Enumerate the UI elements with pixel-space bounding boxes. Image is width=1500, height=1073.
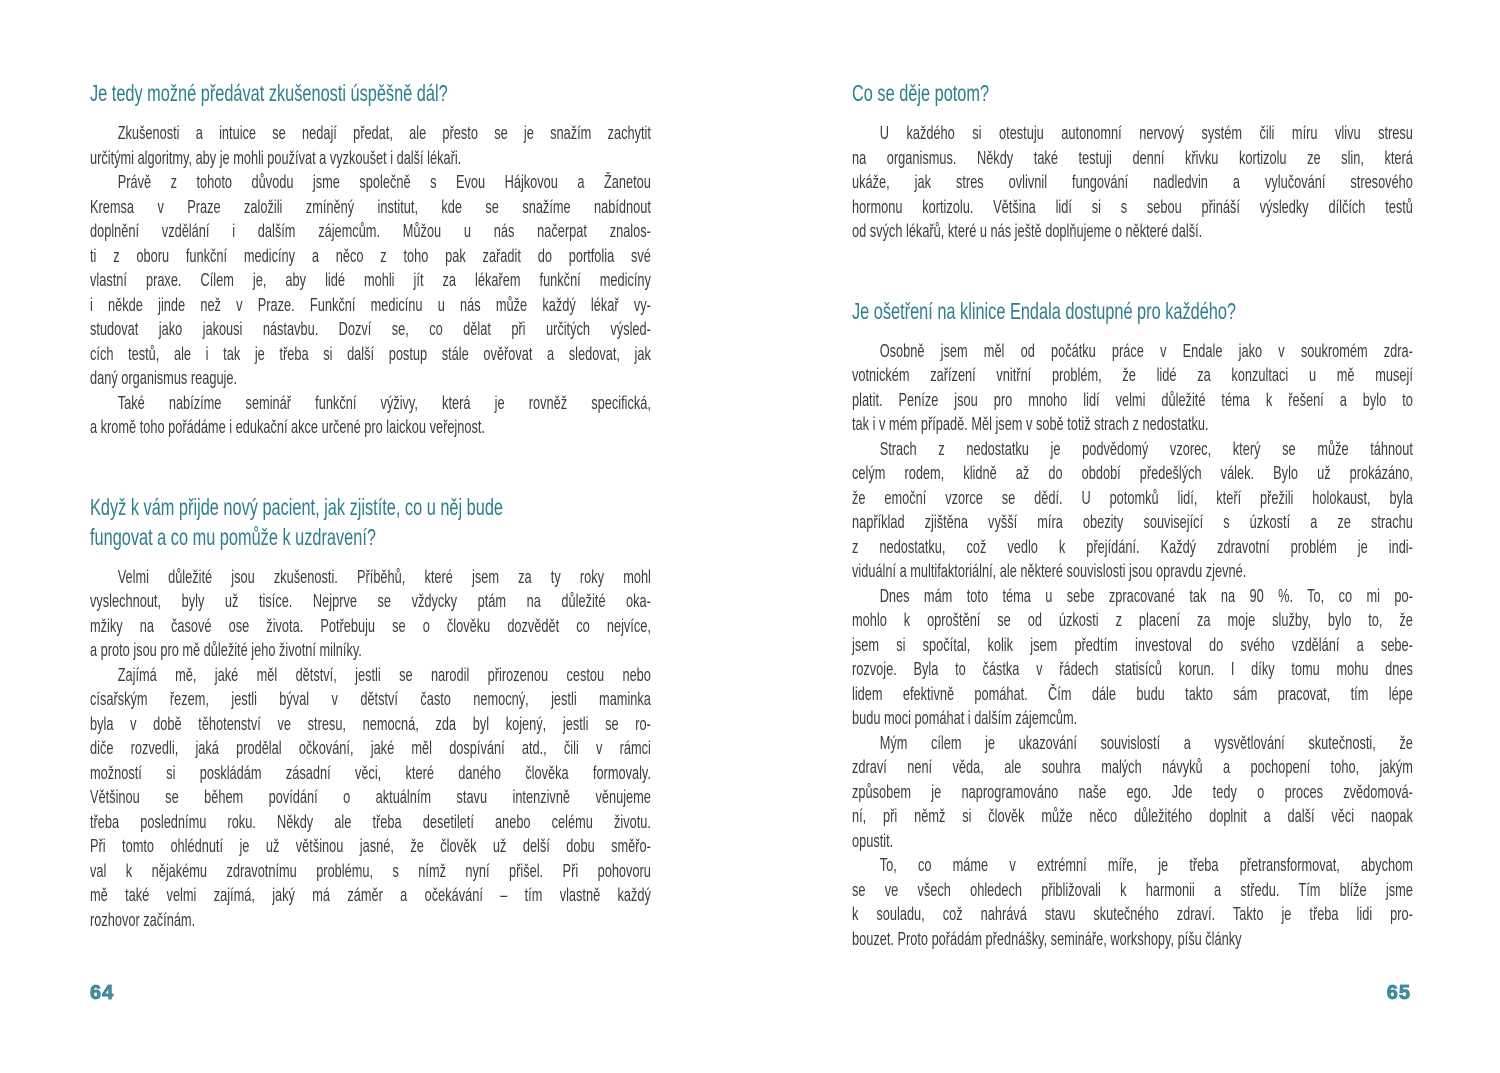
- text-line: bouzet. Proto pořádám přednášky, semináře, workshopy, píšu články: [852, 928, 1242, 949]
- text-line: z nedostatku, což vedlo k přejídání. Každý zdravotní problém je indi-: [852, 536, 1413, 557]
- text-line: byla v době těhotenství ve stresu, nemocná, zda byl kojený, jestli se ro-: [90, 713, 651, 734]
- body-paragraph: [852, 731, 1411, 854]
- section-heading: [852, 78, 1411, 108]
- text-line: tak i v mém případě. Měl jsem v sobě totiž strach z nedostatku.: [852, 414, 1209, 434]
- text-line: studovat jako jakousi nástavbu. Dozví se, co dělat při určitých výsled-: [90, 319, 651, 339]
- text-line: Právě z tohoto důvodu jsme společně s Evou Hájkovou a Žanetou: [117, 172, 651, 192]
- text-line: Velmi důležité jsou zkušenosti. Příběhů, které jsem za ty roky mohl: [117, 566, 651, 587]
- text-line: cích testů, ale i tak je třeba si další postup stále ověřovat a sledovat, jak: [90, 343, 651, 364]
- text-line: vlastní praxe. Cílem je, aby lidé mohli jít za lékařem funkční medicíny: [90, 270, 651, 290]
- text-line: od svých lékařů, které u nás ještě doplňujeme o některé další.: [852, 221, 1203, 241]
- text-line: Dnes mám toto téma u sebe zpracované tak na 90 %. To, co mi po-: [879, 585, 1413, 606]
- text-line: a proto jsou pro mě důležité jeho životní milníky.: [90, 640, 362, 660]
- text-line: U každého si otestuju autonomní nervový systém čili míru vlivu stresu: [879, 123, 1413, 143]
- text-line: že emoční vzorce se dědí. U potomků lidí, kteří přežili holokaust, byla: [852, 487, 1413, 508]
- heading-line: Je ošetření na klinice Endala dostupné pro každého?: [852, 297, 1237, 324]
- body-paragraph: [852, 121, 1411, 244]
- text-line: Zkušenosti a intuice se nedají předat, ale přesto se je snažím zachytit: [117, 123, 651, 143]
- text-line: rozhovor začínám.: [90, 909, 196, 930]
- text-line: Strach z nedostatku je podvědomý vzorec, který se může táhnout: [879, 438, 1413, 459]
- text-line: Osobně jsem měl od počátku práce v Endale jako v soukromém zdra-: [879, 340, 1413, 361]
- text-line: Také nabízíme seminář funkční výživy, která je rovněž specifická,: [117, 392, 651, 413]
- text-line: platit. Peníze jsou pro mnoho lidí velmi důležité téma k řešení a bylo to: [852, 389, 1413, 410]
- text-line: možností si poskládám zásadní věci, které daného člověka formovaly.: [90, 762, 651, 783]
- text-line: se ve všech ohledech přibližovali k harmonii a středu. Tím blíže jsme: [852, 879, 1413, 900]
- text-line: například zjištěna vyšší míra obezity související s úzkostí a ze strachu: [852, 512, 1413, 532]
- text-line: lidem efektivně pomáhat. Čím dále budu takto sám pracovat, tím lépe: [852, 683, 1413, 704]
- page-number-right: 65: [1386, 982, 1411, 1004]
- text-line: způsobem je naprogramováno naše ego. Jde tedy o proces zvědomová-: [852, 781, 1413, 802]
- text-line: budu moci pomáhat i dalším zájemcům.: [852, 708, 1078, 728]
- body-paragraph: [90, 121, 651, 170]
- body-paragraph: [90, 391, 651, 440]
- text-line: zdraví není věda, ale souhra malých návyků a pochopení toho, jakým: [852, 757, 1413, 777]
- text-line: Kremsa v Praze založili zmíněný institut, kde se snažíme nabídnout: [90, 196, 651, 217]
- text-line: k souladu, což nahrává stavu skutečného zdraví. Takto je třeba lidi pro-: [852, 904, 1413, 924]
- text-line: Při tomto ohlédnutí je už většinou jasné, že člověk už delší dobu směřo-: [90, 836, 651, 856]
- body-paragraph: [90, 565, 651, 663]
- text-line: To, co máme v extrémní míře, je třeba přetransformovat, abychom: [879, 855, 1413, 875]
- text-line: mohlo k oproštění se od úzkosti z placení za moje služby, bylo to, že: [852, 610, 1413, 630]
- body-paragraph: [90, 170, 651, 391]
- text-line: mě také velmi zajímá, jaký má záměr a očekávání – tím vlastně každý: [90, 885, 651, 905]
- text-line: viduální a multifaktoriální, ale některé souvislosti jsou opravdu zjevné.: [852, 561, 1247, 581]
- heading-line: fungovat a co mu pomůže k uzdravení?: [90, 523, 376, 550]
- section-heading: [90, 78, 651, 108]
- text-line: císařským řezem, jestli býval v dětství často nemocný, jestli maminka: [90, 689, 651, 709]
- text-line: ukáže, jak stres ovlivnil fungování nadledvin a vylučování stresového: [852, 172, 1413, 192]
- body-paragraph: [852, 584, 1411, 731]
- page-right-content: [852, 78, 1411, 951]
- text-line: mžiky na časové ose života. Potřebuju se o člověku dozvědět co nejvíce,: [90, 615, 651, 636]
- section-heading: [852, 296, 1411, 326]
- page-number-left: 64: [90, 982, 115, 1004]
- text-line: doplnění vzdělání i dalším zájemcům. Můžou u nás načerpat znalos-: [90, 221, 651, 241]
- text-line: Většinou se během povídání o aktuálním stavu intenzivně věnujeme: [90, 787, 651, 807]
- text-line: rozvoje. Byla to částka v řádech statisíců korun. I díky tomu mohu dnes: [852, 659, 1413, 679]
- heading-line: Co se děje potom?: [852, 80, 990, 106]
- text-line: daný organismus reaguje.: [90, 368, 238, 388]
- body-paragraph: [852, 853, 1411, 951]
- text-line: vyslechnout, byly už tisíce. Nejprve se vždycky ptám na důležité oka-: [90, 591, 651, 611]
- text-line: i někde jinde než v Praze. Funkční medicínu u nás může každý lékař vy-: [90, 294, 651, 315]
- text-line: hormonu kortizolu. Většina lidí si s sebou přináší výsledky dílčích testů: [852, 196, 1413, 217]
- text-line: votnickém zařízení vnitřní problém, že lidé za konzultaci u mě musejí: [852, 365, 1413, 385]
- text-line: Zajímá mě, jaké měl dětství, jestli se narodil přirozenou cestou nebo: [117, 664, 651, 685]
- text-line: třeba poslednímu roku. Někdy ale třeba desetiletí anebo celému životu.: [90, 811, 651, 832]
- body-paragraph: [90, 663, 651, 933]
- text-line: celým rodem, klidně až do období předešlých válek. Bylo už prokázáno,: [852, 463, 1413, 483]
- text-line: ti z oboru funkční medicíny a něco z toho pak zařadit do portfolia své: [90, 245, 651, 266]
- body-paragraph: [852, 437, 1411, 584]
- text-line: ní, při němž si člověk může něco důležitého doplnit a další věci naopak: [852, 806, 1413, 826]
- text-line: Mým cílem je ukazování souvislostí a vysvětlování skutečnosti, že: [879, 732, 1413, 753]
- text-line: diče rozvedli, jaká prodělal očkování, jaké měl dospívání atd., čili v rámci: [90, 738, 651, 758]
- heading-line: Když k vám přijde nový pacient, jak zjistíte, co u něj bude: [90, 493, 503, 520]
- section-heading: [90, 492, 651, 552]
- page-right: [750, 0, 1500, 1073]
- text-line: na organismus. Někdy také testuji denní křivku kortizolu ze slin, která: [852, 147, 1413, 168]
- text-line: val k nějakému zdravotnímu problému, s nímž nyní přišel. Při pohovoru: [90, 860, 651, 881]
- text-line: jsem si spočítal, kolik jsem předtím investoval do svého vzdělání a sebe-: [852, 634, 1413, 655]
- text-line: určitými algoritmy, aby je mohli používat a vyzkoušet i další lékaři.: [90, 147, 462, 168]
- body-paragraph: [852, 339, 1411, 437]
- text-line: opustit.: [852, 830, 894, 851]
- page-left-content: [90, 78, 651, 932]
- heading-line: Je tedy možné předávat zkušenosti úspěšně dál?: [90, 80, 448, 106]
- text-line: a kromě toho pořádáme i edukační akce určené pro laickou veřejnost.: [90, 417, 485, 437]
